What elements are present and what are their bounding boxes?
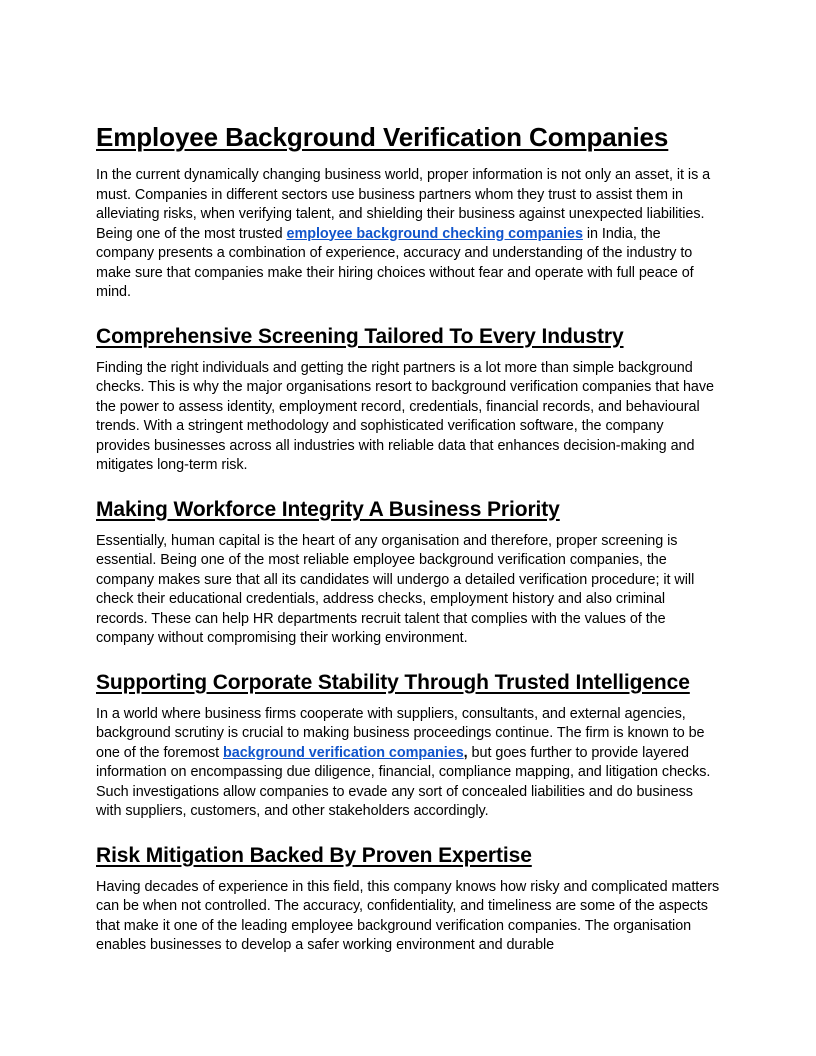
document-page [96,120,720,956]
employee-background-checking-companies-link[interactable]: employee background checking companies [286,225,583,242]
link-suffix-comma: , [463,744,468,761]
section-heading: Comprehensive Screening Tailored To Every Industry [96,324,624,348]
intro-text-before-link: In the current dynamically changing business world, proper information is not only an asset, it is a must. Companies in different sectors use business partners whom they trust to assist them in alleviating risks, when verifying talent, and shielding their business against unexpected liabilities. Being one of the most trusted [96,167,711,242]
section-heading: Making Workforce Integrity A Business Priority [96,497,560,521]
background-verification-companies-link[interactable]: background verification companies [223,744,464,761]
section-body: Essentially, human capital is the heart of any organisation and therefore, proper screening is essential. Being one of the most reliable employee background verification companies, the company makes sure that all its candidates will undergo a detailed verification procedure; it will check their educational credentials, address checks, employment history and also criminal records. These can help HR departments recruit talent that complies with the values of the company without compromising their working environment. [96,532,695,646]
section-body [96,705,720,822]
section-risk-mitigation [96,842,720,956]
section-text-before-link: In a world where business firms cooperate with suppliers, consultants, and external agencies, background scrutiny is crucial to making business proceedings continue. The firm is known to be one of the foremost [96,705,705,761]
section-heading: Supporting Corporate Stability Through Trusted Intelligence [96,670,690,694]
section-corporate-stability [96,669,720,822]
intro-text-after-link: in India, the company presents a combination of experience, accuracy and understanding of the industry to make sure that companies make their hiring choices without fear and operate with full peace of mind. [96,225,694,300]
section-heading: Risk Mitigation Backed By Proven Expertise [96,843,532,867]
intro-paragraph [96,166,720,303]
section-workforce-integrity [96,496,720,649]
section-body: Finding the right individuals and getting the right partners is a lot more than simple background checks. This is why the major organisations resort to background verification companies that have the power to assess identity, employment record, credentials, financial records, and behavioural trends. With a stringent methodology and sophisticated verification software, the company provides businesses across all industries with reliable data that enhances decision-making and mitigates long-term risk. [96,359,714,473]
section-body: Having decades of experience in this field, this company knows how risky and complicated matters can be when not controlled. The accuracy, confidentiality, and timeliness are some of the aspects that make it one of the leading employee background verification companies. The organisation enables businesses to develop a safer working environment and durable [96,878,720,953]
section-comprehensive-screening [96,323,720,476]
section-text-after-link: but goes further to provide layered information on encompassing due diligence, financial, compliance mapping, and litigation checks. Such investigations allow companies to evade any sort of concealed liabilities and do business with suppliers, customers, and other stakeholders accordingly. [96,744,711,819]
document-title: Employee Background Verification Companies [96,122,669,152]
